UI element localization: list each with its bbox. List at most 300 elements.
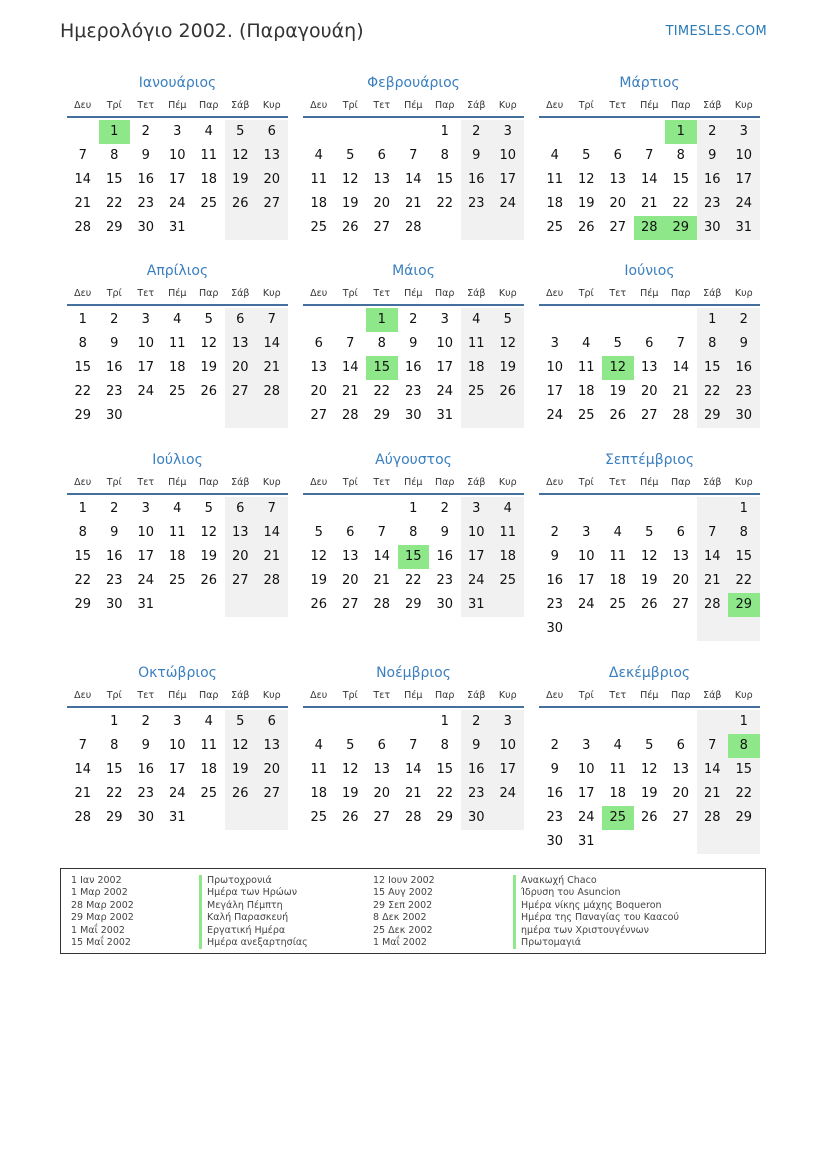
day-cell: 14 <box>74 172 92 187</box>
day-cell: 17 <box>137 549 155 564</box>
weekday-label: Τρί <box>578 477 594 488</box>
day-grid <box>539 120 760 240</box>
day-cell: 10 <box>492 734 524 758</box>
day-cell: 9 <box>461 144 493 168</box>
holiday-day-cell: 8 <box>728 734 760 758</box>
day-cell: 19 <box>577 196 595 211</box>
legend-date: 1 Μαΐ 2002 <box>71 924 125 936</box>
day-cell: 28 <box>256 569 288 593</box>
day-cell: 26 <box>200 384 218 399</box>
day-cell: 19 <box>341 786 359 801</box>
day-cell: 8 <box>440 738 449 753</box>
day-cell: 17 <box>728 168 760 192</box>
day-cell: 3 <box>141 501 150 516</box>
weekday-label: Τετ <box>137 288 155 299</box>
month-name: Μάρτιος <box>619 75 680 91</box>
day-cell: 2 <box>440 501 449 516</box>
empty-cell <box>539 308 571 332</box>
day-cell: 14 <box>404 762 422 777</box>
empty-cell <box>461 216 493 240</box>
day-cell: 18 <box>609 786 627 801</box>
day-cell: 28 <box>373 597 391 612</box>
weekday-label: Κυρ <box>734 100 753 111</box>
day-cell: 13 <box>341 549 359 564</box>
month-name: Απρίλιος <box>146 263 209 279</box>
weekday-header <box>303 284 524 306</box>
day-cell: 13 <box>256 734 288 758</box>
day-cell: 30 <box>697 216 729 240</box>
day-cell: 31 <box>436 408 454 423</box>
day-cell: 5 <box>346 148 355 163</box>
weekday-label: Κυρ <box>262 288 281 299</box>
day-cell: 23 <box>461 192 493 216</box>
empty-cell <box>665 710 697 734</box>
legend-name: Εργατική Ημέρα <box>199 925 308 937</box>
weekday-label: Δευ <box>310 100 328 111</box>
empty-cell <box>225 806 257 830</box>
legend-name: Καλή Παρασκευή <box>199 912 308 924</box>
weekday-header <box>539 96 760 118</box>
day-cell: 19 <box>200 360 218 375</box>
day-cell: 27 <box>256 782 288 806</box>
day-cell: 8 <box>377 336 386 351</box>
day-cell: 15 <box>105 172 123 187</box>
day-cell: 10 <box>461 521 493 545</box>
day-cell: 13 <box>672 762 690 777</box>
weekday-label: Τετ <box>137 100 155 111</box>
empty-cell <box>492 216 524 240</box>
day-cell: 26 <box>200 573 218 588</box>
month-block <box>67 660 288 830</box>
day-cell: 16 <box>546 786 564 801</box>
weekday-label: Τρί <box>578 100 594 111</box>
day-cell: 12 <box>341 172 359 187</box>
day-cell: 13 <box>256 144 288 168</box>
day-cell: 19 <box>640 573 658 588</box>
day-cell: 27 <box>672 810 690 825</box>
day-cell: 4 <box>173 501 182 516</box>
day-cell: 28 <box>672 408 690 423</box>
day-cell: 4 <box>613 738 622 753</box>
day-grid <box>539 308 760 428</box>
weekday-header <box>539 284 760 306</box>
day-cell: 19 <box>492 356 524 380</box>
month-name: Ιανουάριος <box>138 75 217 91</box>
weekday-label: Τετ <box>609 477 627 488</box>
empty-cell <box>67 120 99 144</box>
empty-cell <box>256 593 288 617</box>
weekday-label: Τρί <box>106 100 122 111</box>
day-cell: 24 <box>546 408 564 423</box>
empty-cell <box>602 120 634 144</box>
weekday-header <box>67 473 288 495</box>
day-cell: 30 <box>137 810 155 825</box>
day-cell: 3 <box>582 738 591 753</box>
day-cell: 21 <box>74 196 92 211</box>
weekday-label: Σάβ <box>231 100 250 111</box>
day-cell: 29 <box>373 408 391 423</box>
month-name: Οκτώβριος <box>138 665 217 681</box>
day-cell: 26 <box>640 597 658 612</box>
day-cell: 14 <box>74 762 92 777</box>
day-cell: 9 <box>728 332 760 356</box>
day-cell: 17 <box>168 172 186 187</box>
day-cell: 8 <box>676 148 685 163</box>
weekday-label: Πέμ <box>404 477 423 488</box>
day-cell: 27 <box>373 220 391 235</box>
day-cell: 5 <box>204 501 213 516</box>
day-cell: 14 <box>697 545 729 569</box>
day-cell: 21 <box>640 196 658 211</box>
day-cell: 29 <box>728 806 760 830</box>
legend-date: 25 Δεκ 2002 <box>373 924 433 936</box>
day-cell: 11 <box>609 549 627 564</box>
day-cell: 7 <box>78 148 87 163</box>
weekday-header <box>303 96 524 118</box>
empty-cell <box>602 308 634 332</box>
day-cell: 26 <box>225 192 257 216</box>
day-cell: 22 <box>74 384 92 399</box>
weekday-label: Τρί <box>106 288 122 299</box>
day-cell: 7 <box>377 525 386 540</box>
empty-cell <box>697 497 729 521</box>
legend-date: 1 Ιαν 2002 <box>71 875 122 886</box>
day-cell: 2 <box>141 124 150 139</box>
day-cell: 1 <box>409 501 418 516</box>
day-cell: 18 <box>546 196 564 211</box>
empty-cell <box>162 593 194 617</box>
empty-cell <box>225 593 257 617</box>
weekday-label: Δευ <box>546 477 564 488</box>
day-cell: 16 <box>461 168 493 192</box>
weekday-label: Τρί <box>342 690 358 701</box>
day-cell: 26 <box>609 408 627 423</box>
weekday-label: Παρ <box>671 690 691 701</box>
day-cell: 28 <box>697 806 729 830</box>
weekday-label: Τετ <box>609 690 627 701</box>
month-name: Ιούνιος <box>624 263 675 279</box>
weekday-label: Δευ <box>74 690 92 701</box>
day-cell: 21 <box>256 356 288 380</box>
weekday-label: Δευ <box>310 477 328 488</box>
day-cell: 11 <box>168 525 186 540</box>
day-cell: 20 <box>373 196 391 211</box>
day-cell: 11 <box>200 148 218 163</box>
day-cell: 21 <box>373 573 391 588</box>
weekday-label: Τρί <box>342 100 358 111</box>
day-cell: 27 <box>341 597 359 612</box>
month-block <box>539 660 760 854</box>
day-cell: 1 <box>78 312 87 327</box>
legend-name: Ημέρα νίκης μάχης Boqueron <box>513 900 679 912</box>
weekday-label: Πέμ <box>168 690 187 701</box>
empty-cell <box>429 216 461 240</box>
day-cell: 20 <box>256 168 288 192</box>
day-cell: 23 <box>436 573 454 588</box>
day-cell: 8 <box>697 332 729 356</box>
day-cell: 4 <box>613 525 622 540</box>
empty-cell <box>571 120 603 144</box>
day-cell: 4 <box>314 738 323 753</box>
legend-date: 15 Αυγ 2002 <box>373 887 433 899</box>
day-cell: 29 <box>105 810 123 825</box>
empty-cell <box>492 404 524 428</box>
day-cell: 20 <box>256 758 288 782</box>
empty-cell <box>665 617 697 641</box>
day-cell: 21 <box>256 545 288 569</box>
empty-cell <box>335 497 367 521</box>
day-cell: 24 <box>492 782 524 806</box>
day-cell: 22 <box>728 569 760 593</box>
weekday-label: Παρ <box>435 690 455 701</box>
day-cell: 14 <box>697 758 729 782</box>
holiday-day-cell: 15 <box>398 545 430 569</box>
empty-cell <box>492 593 524 617</box>
day-cell: 21 <box>697 782 729 806</box>
day-cell: 9 <box>697 144 729 168</box>
weekday-header <box>303 473 524 495</box>
day-cell: 6 <box>346 525 355 540</box>
empty-cell <box>398 710 430 734</box>
weekday-label: Τετ <box>609 100 627 111</box>
day-cell: 22 <box>436 196 454 211</box>
legend-name: Ημέρα της Παναγίας του Κααcoύ <box>513 912 679 924</box>
weekday-label: Πέμ <box>640 288 659 299</box>
day-cell: 30 <box>105 408 123 423</box>
day-cell: 9 <box>550 762 559 777</box>
day-cell: 15 <box>74 549 92 564</box>
day-cell: 4 <box>582 336 591 351</box>
day-cell: 8 <box>110 148 119 163</box>
day-cell: 25 <box>310 220 328 235</box>
day-cell: 2 <box>697 120 729 144</box>
day-cell: 14 <box>672 360 690 375</box>
day-cell: 9 <box>110 336 119 351</box>
day-cell: 5 <box>492 308 524 332</box>
day-cell: 3 <box>461 497 493 521</box>
day-cell: 30 <box>546 834 564 849</box>
day-cell: 19 <box>225 168 257 192</box>
empty-cell <box>335 710 367 734</box>
weekday-label: Κυρ <box>498 477 517 488</box>
day-cell: 3 <box>728 120 760 144</box>
day-cell: 29 <box>697 404 729 428</box>
day-cell: 17 <box>492 758 524 782</box>
day-cell: 24 <box>168 786 186 801</box>
day-cell: 14 <box>256 332 288 356</box>
day-grid <box>539 710 760 854</box>
day-cell: 31 <box>168 810 186 825</box>
legend-date: 1 Μαΐ 2002 <box>373 937 427 949</box>
day-cell: 8 <box>409 525 418 540</box>
empty-cell <box>697 830 729 854</box>
weekday-label: Κυρ <box>498 288 517 299</box>
weekday-label: Σάβ <box>467 477 486 488</box>
day-cell: 5 <box>346 738 355 753</box>
empty-cell <box>303 120 335 144</box>
day-cell: 23 <box>105 384 123 399</box>
weekday-label: Δευ <box>546 288 564 299</box>
day-cell: 31 <box>461 593 493 617</box>
day-cell: 25 <box>577 408 595 423</box>
day-cell: 19 <box>200 549 218 564</box>
day-cell: 18 <box>310 786 328 801</box>
holiday-day-cell: 1 <box>99 120 131 144</box>
legend-names-left <box>199 875 308 949</box>
day-cell: 10 <box>577 549 595 564</box>
day-cell: 14 <box>404 172 422 187</box>
empty-cell <box>728 830 760 854</box>
day-cell: 23 <box>404 384 422 399</box>
day-cell: 9 <box>409 336 418 351</box>
day-cell: 18 <box>200 172 218 187</box>
day-cell: 9 <box>440 525 449 540</box>
day-cell: 11 <box>310 762 328 777</box>
empty-cell <box>67 710 99 734</box>
day-cell: 1 <box>697 308 729 332</box>
weekday-header <box>539 686 760 708</box>
day-cell: 6 <box>225 308 257 332</box>
weekday-label: Πέμ <box>404 288 423 299</box>
legend-name: Ίδρυση του Asuncion <box>513 887 679 899</box>
day-cell: 3 <box>550 336 559 351</box>
day-cell: 12 <box>492 332 524 356</box>
weekday-label: Παρ <box>435 477 455 488</box>
day-cell: 28 <box>697 593 729 617</box>
weekday-label: Τετ <box>373 100 391 111</box>
day-cell: 11 <box>577 360 595 375</box>
day-cell: 19 <box>310 573 328 588</box>
day-cell: 30 <box>728 404 760 428</box>
day-cell: 12 <box>225 734 257 758</box>
day-cell: 24 <box>577 597 595 612</box>
day-cell: 27 <box>225 380 257 404</box>
day-cell: 6 <box>676 738 685 753</box>
day-cell: 31 <box>577 834 595 849</box>
day-cell: 24 <box>492 192 524 216</box>
day-cell: 3 <box>582 525 591 540</box>
day-cell: 5 <box>645 738 654 753</box>
day-cell: 12 <box>640 762 658 777</box>
day-cell: 21 <box>74 786 92 801</box>
weekday-label: Δευ <box>310 288 328 299</box>
empty-cell <box>665 497 697 521</box>
empty-cell <box>697 617 729 641</box>
day-cell: 20 <box>225 356 257 380</box>
empty-cell <box>728 617 760 641</box>
empty-cell <box>634 497 666 521</box>
day-cell: 29 <box>74 597 92 612</box>
weekday-label: Πέμ <box>168 100 187 111</box>
holiday-legend <box>60 868 766 954</box>
day-cell: 23 <box>728 380 760 404</box>
day-grid <box>303 308 524 428</box>
holiday-day-cell: 15 <box>366 356 398 380</box>
day-cell: 1 <box>78 501 87 516</box>
weekday-label: Τρί <box>342 477 358 488</box>
day-cell: 21 <box>697 569 729 593</box>
day-cell: 19 <box>225 758 257 782</box>
day-cell: 20 <box>640 384 658 399</box>
empty-cell <box>366 120 398 144</box>
day-cell: 3 <box>173 714 182 729</box>
day-cell: 24 <box>137 573 155 588</box>
month-name: Δεκέμβριος <box>608 665 691 681</box>
empty-cell <box>571 497 603 521</box>
day-cell: 8 <box>78 336 87 351</box>
day-grid <box>67 120 288 240</box>
day-cell: 29 <box>436 810 454 825</box>
empty-cell <box>571 308 603 332</box>
day-cell: 15 <box>697 356 729 380</box>
empty-cell <box>634 308 666 332</box>
weekday-label: Κυρ <box>498 690 517 701</box>
day-cell: 12 <box>200 336 218 351</box>
day-cell: 18 <box>492 545 524 569</box>
day-cell: 1 <box>728 497 760 521</box>
day-cell: 11 <box>168 336 186 351</box>
weekday-label: Πέμ <box>404 690 423 701</box>
day-cell: 5 <box>613 336 622 351</box>
day-cell: 7 <box>676 336 685 351</box>
day-cell: 28 <box>404 810 422 825</box>
brand-link[interactable]: TIMESLES.COM <box>665 24 767 39</box>
day-cell: 16 <box>404 360 422 375</box>
day-cell: 20 <box>341 573 359 588</box>
day-cell: 18 <box>609 573 627 588</box>
day-cell: 11 <box>546 172 564 187</box>
day-cell: 5 <box>204 312 213 327</box>
day-cell: 22 <box>672 196 690 211</box>
day-cell: 25 <box>200 786 218 801</box>
day-cell: 16 <box>137 172 155 187</box>
holiday-day-cell: 29 <box>728 593 760 617</box>
day-cell: 24 <box>577 810 595 825</box>
day-cell: 31 <box>728 216 760 240</box>
day-cell: 30 <box>436 597 454 612</box>
day-cell: 3 <box>173 124 182 139</box>
day-cell: 2 <box>110 312 119 327</box>
empty-cell <box>665 308 697 332</box>
legend-dates-right <box>373 875 435 949</box>
empty-cell <box>366 497 398 521</box>
empty-cell <box>335 120 367 144</box>
day-cell: 25 <box>200 196 218 211</box>
weekday-label: Δευ <box>546 690 564 701</box>
day-cell: 22 <box>105 196 123 211</box>
day-cell: 28 <box>74 220 92 235</box>
weekday-label: Παρ <box>671 100 691 111</box>
day-cell: 17 <box>546 384 564 399</box>
day-cell: 18 <box>461 356 493 380</box>
day-cell: 2 <box>461 710 493 734</box>
weekday-label: Δευ <box>74 100 92 111</box>
day-cell: 5 <box>645 525 654 540</box>
month-block <box>539 258 760 428</box>
day-cell: 25 <box>310 810 328 825</box>
day-cell: 26 <box>341 810 359 825</box>
month-name: Σεπτέμβριος <box>604 452 695 468</box>
day-cell: 26 <box>492 380 524 404</box>
day-cell: 9 <box>110 525 119 540</box>
weekday-label: Κυρ <box>262 100 281 111</box>
day-cell: 26 <box>577 220 595 235</box>
day-cell: 7 <box>409 148 418 163</box>
day-cell: 17 <box>137 360 155 375</box>
day-cell: 9 <box>141 148 150 163</box>
day-cell: 6 <box>377 738 386 753</box>
day-cell: 22 <box>74 573 92 588</box>
